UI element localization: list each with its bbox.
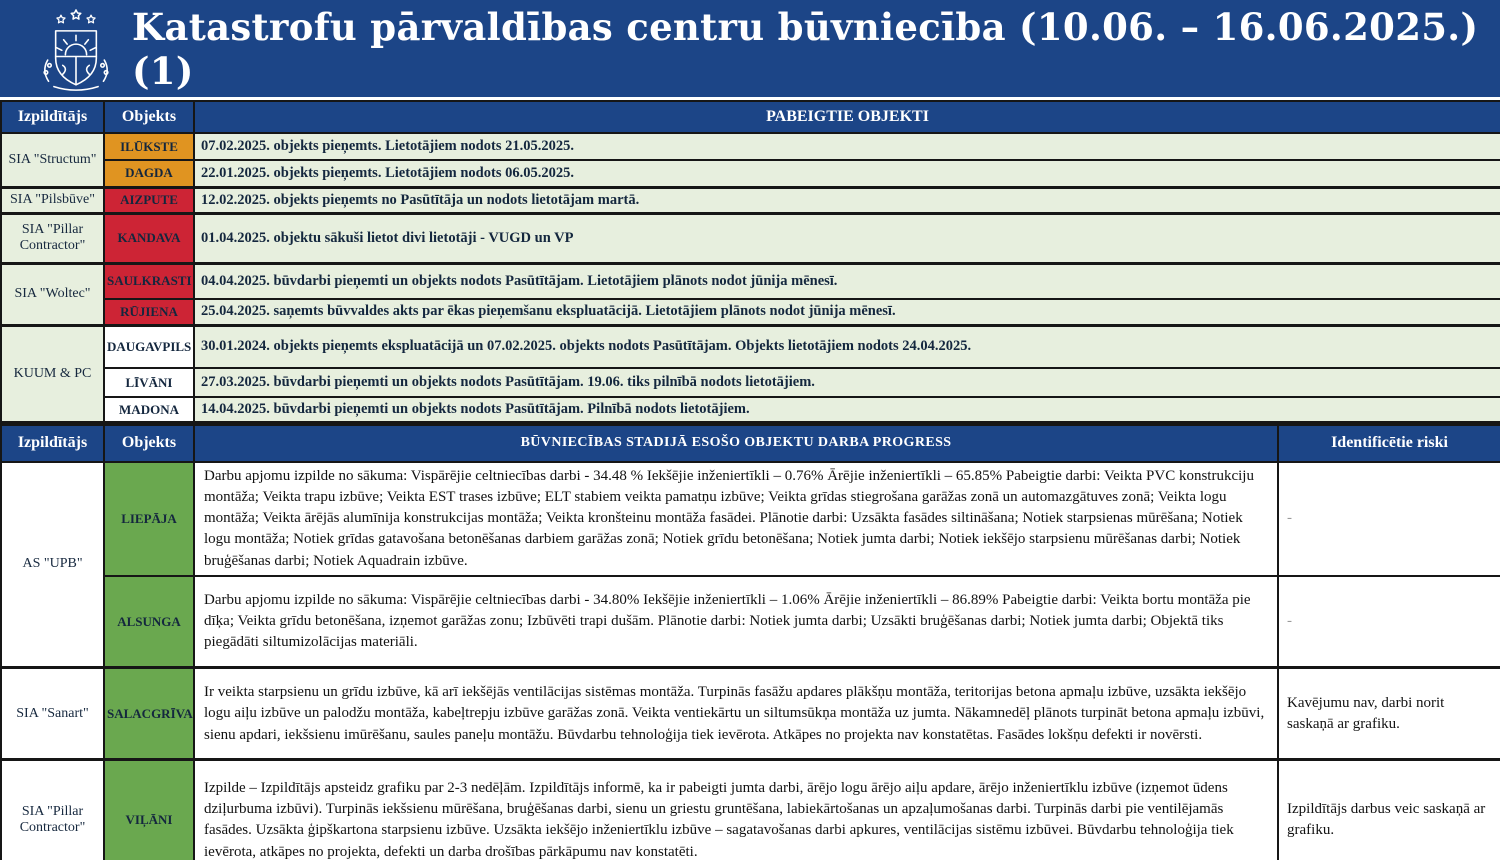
status-cell: 07.02.2025. objekts pieņemts. Lietotājiem nodots 21.05.2025. — [194, 133, 1500, 160]
column-header-izpilditajs: Izpildītājs — [1, 101, 104, 133]
risk-cell: - — [1278, 462, 1500, 576]
progress-cell: Darbu apjomu izpilde no sākuma: Vispārējie celtniecības darbi - 34.80% Iekšējie inženiertīkli – 1.06% Ārējie inženiertīkli – 86.89% Pabeigtie darbi: Veikta bortu montāža pie dīķa; Veikta grīdu betonēšana, izņemot garāžas zonu; Izbūvēti trapi dušām. Plānotie darbi: Notiek jumta darbi; Uzsākti bruģēšanas darbi; Notiek jumta darbi; Objektā tiks piegādāti siltumizolācijas materiāli. — [194, 576, 1278, 668]
progress-cell: Izpilde – Izpildītājs apsteidz grafiku par 2-3 nedēļām. Izpildītājs informē, ka ir pabeigti jumta darbi, ārējo logu ārējo aiļu apdare, ārējo inženiertīklu izbūve (izņemot ūdens dziļurbuma izbūvi). Turpinās iekšsienu mūrēšana, bruģēšanas darbi, sienu un griestu gruntēšana, labiekārtošanas un apzaļumošanas darbi. Turpinās darbi pie ventilējamās fasādes. Uzsākta ģipškartona starpsienu izbūve. Uzsākta iekšējo inženiertīklu izbūve – sagatavošanas darbi apkures, ventilācijas sistēmu izbūvei. Būvdarbu tehnoloģija tiek ievērota, atkāpes no projekta, defekti un darba drošības pārkāpumu nav konstatēti. — [194, 760, 1278, 860]
column-header-objekts: Objekts — [104, 425, 194, 462]
risk-cell: Kavējumu nav, darbi norit saskaņā ar grafiku. — [1278, 668, 1500, 760]
status-cell: 25.04.2025. saņemts būvvaldes akts par ēkas pieņemšanu ekspluatācijā. Lietotājiem plānots nodot jūnija mēnesī. — [194, 299, 1500, 325]
contractor-cell: SIA "Pillar Contractor" — [1, 213, 104, 263]
contractor-cell: SIA "Pilsbūve" — [1, 187, 104, 213]
column-header-darba-progress: BŪVNIECĪBAS STADIJĀ ESOŠO OBJEKTU DARBA PROGRESS — [194, 425, 1278, 462]
table-row — [1, 299, 1500, 325]
completed-objects-table — [0, 100, 1500, 423]
status-cell: 12.02.2025. objekts pieņemts no Pasūtītāja un nodots lietotājam martā. — [194, 187, 1500, 213]
column-header-identificetie-riski: Identificētie riski — [1278, 425, 1500, 462]
object-cell: LIEPĀJA — [104, 462, 194, 576]
table-row — [1, 368, 1500, 397]
table-row — [1, 187, 1500, 213]
object-cell: ILŪKSTE — [104, 133, 194, 160]
object-cell: RŪJIENA — [104, 299, 194, 325]
page-title: Katastrofu pārvaldības centru būvniecība (10.06. – 16.06.2025.) (1) — [132, 4, 1479, 93]
table-row — [1, 462, 1500, 576]
progress-table — [0, 423, 1500, 860]
contractor-cell: SIA "Woltec" — [1, 263, 104, 325]
status-cell: 22.01.2025. objekts pieņemts. Lietotājiem nodots 06.05.2025. — [194, 160, 1500, 187]
contractor-cell: AS "UPB" — [1, 462, 104, 668]
object-cell: KANDAVA — [104, 213, 194, 263]
status-cell: 27.03.2025. būvdarbi pieņemti un objekts nodots Pasūtītājam. 19.06. tiks pilnībā nodots lietotājiem. — [194, 368, 1500, 397]
object-cell: ALSUNGA — [104, 576, 194, 668]
object-cell: MADONA — [104, 397, 194, 422]
column-header-izpilditajs: Izpildītājs — [1, 425, 104, 462]
object-cell: AIZPUTE — [104, 187, 194, 213]
contractor-cell: SIA "Sanart" — [1, 668, 104, 760]
object-cell: DAUGAVPILS — [104, 325, 194, 368]
object-cell: SAULKRASTI — [104, 263, 194, 299]
risk-cell: Izpildītājs darbus veic saskaņā ar grafiku. — [1278, 760, 1500, 860]
contractor-cell: KUUM & PC — [1, 325, 104, 422]
object-cell: DAGDA — [104, 160, 194, 187]
status-cell: 30.01.2024. objekts pieņemts ekspluatācijā un 07.02.2025. objekts nodots Pasūtītājam. Objekts lietotājiem nodots 24.04.2025. — [194, 325, 1500, 368]
table-row — [1, 213, 1500, 263]
latvia-coat-of-arms-icon — [36, 7, 116, 91]
table-row — [1, 576, 1500, 668]
table-row — [1, 263, 1500, 299]
page-banner — [0, 0, 1500, 97]
table-row — [1, 760, 1500, 860]
contractor-cell: SIA "Pillar Contractor" — [1, 760, 104, 860]
risk-cell: - — [1278, 576, 1500, 668]
progress-cell: Ir veikta starpsienu un grīdu izbūve, kā arī iekšējās ventilācijas sistēmas montāža. Turpinās fasāžu apdares plākšņu montāža, teritorijas betona apmaļu izbūve, uzsākta iekšējo logu aiļu izbūve un palodžu montāža, kabeļtrepju izbūve garāžas zonā. Veikta ventiekārtu un siltumsūkņa montāža uz jumta. Nākamnedēļ plānots turpināt betona apmaļu izbūvi, sienu apdari, iekšsienu imūrēšanu, saules paneļu montāžu. Būvdarbu tehnoloģija tiek ievērota. Atkāpes no projekta nav konstatētas. Fasādes lokšņu defekti ir novērsti. — [194, 668, 1278, 760]
status-cell: 01.04.2025. objektu sākuši lietot divi lietotāji - VUGD un VP — [194, 213, 1500, 263]
status-cell: 04.04.2025. būvdarbi pieņemti un objekts nodots Pasūtītājam. Lietotājiem plānots nodot jūnija mēnesī. — [194, 263, 1500, 299]
table-row — [1, 133, 1500, 160]
table-row — [1, 325, 1500, 368]
progress-cell: Darbu apjomu izpilde no sākuma: Vispārējie celtniecības darbi - 34.48 % Iekšējie inženiertīkli – 0.76% Ārējie inženiertīkli – 65.85% Pabeigtie darbi: Veikta PVC konstrukciju montāža; Veikta trapu izbūve; Veikta EST trases izbūve; ELT stabiem veikta pamatņu izbūve; Veikta grīdas stiegrošana garāžas zonā un automazgātuves zonā; Veikta logu montāža; Veikta ārējās alumīnija konstrukcijas montāža; Veikta kronšteinu montāža fasādei. Plānotie darbi: Uzsākta fasādes siltināšana; Notiek starpsienas mūrēšana; Notiek logu montāža; Notiek grīdas gatavošana betonēšanas darbiem garāžas zonā; Notiek grīdu betonēšana; Notiek jumta darbi; Notiek iekšējo starpsienu mūrēšanas darbi; Notiek bruģēšanas darbi; Notiek Aquadrain izbūve. — [194, 462, 1278, 576]
table-row — [1, 397, 1500, 422]
column-header-pabeigtie-objekti: PABEIGTIE OBJEKTI — [194, 101, 1500, 133]
progress-header-row — [1, 425, 1500, 462]
table-row — [1, 160, 1500, 187]
contractor-cell: SIA "Structum" — [1, 133, 104, 187]
status-cell: 14.04.2025. būvdarbi pieņemti un objekts nodots Pasūtītājam. Pilnībā nodots lietotājiem. — [194, 397, 1500, 422]
completed-header-row — [1, 101, 1500, 133]
column-header-objekts: Objekts — [104, 101, 194, 133]
table-row — [1, 668, 1500, 760]
object-cell: VIĻĀNI — [104, 760, 194, 860]
object-cell: LĪVĀNI — [104, 368, 194, 397]
object-cell: SALACGRĪVA — [104, 668, 194, 760]
